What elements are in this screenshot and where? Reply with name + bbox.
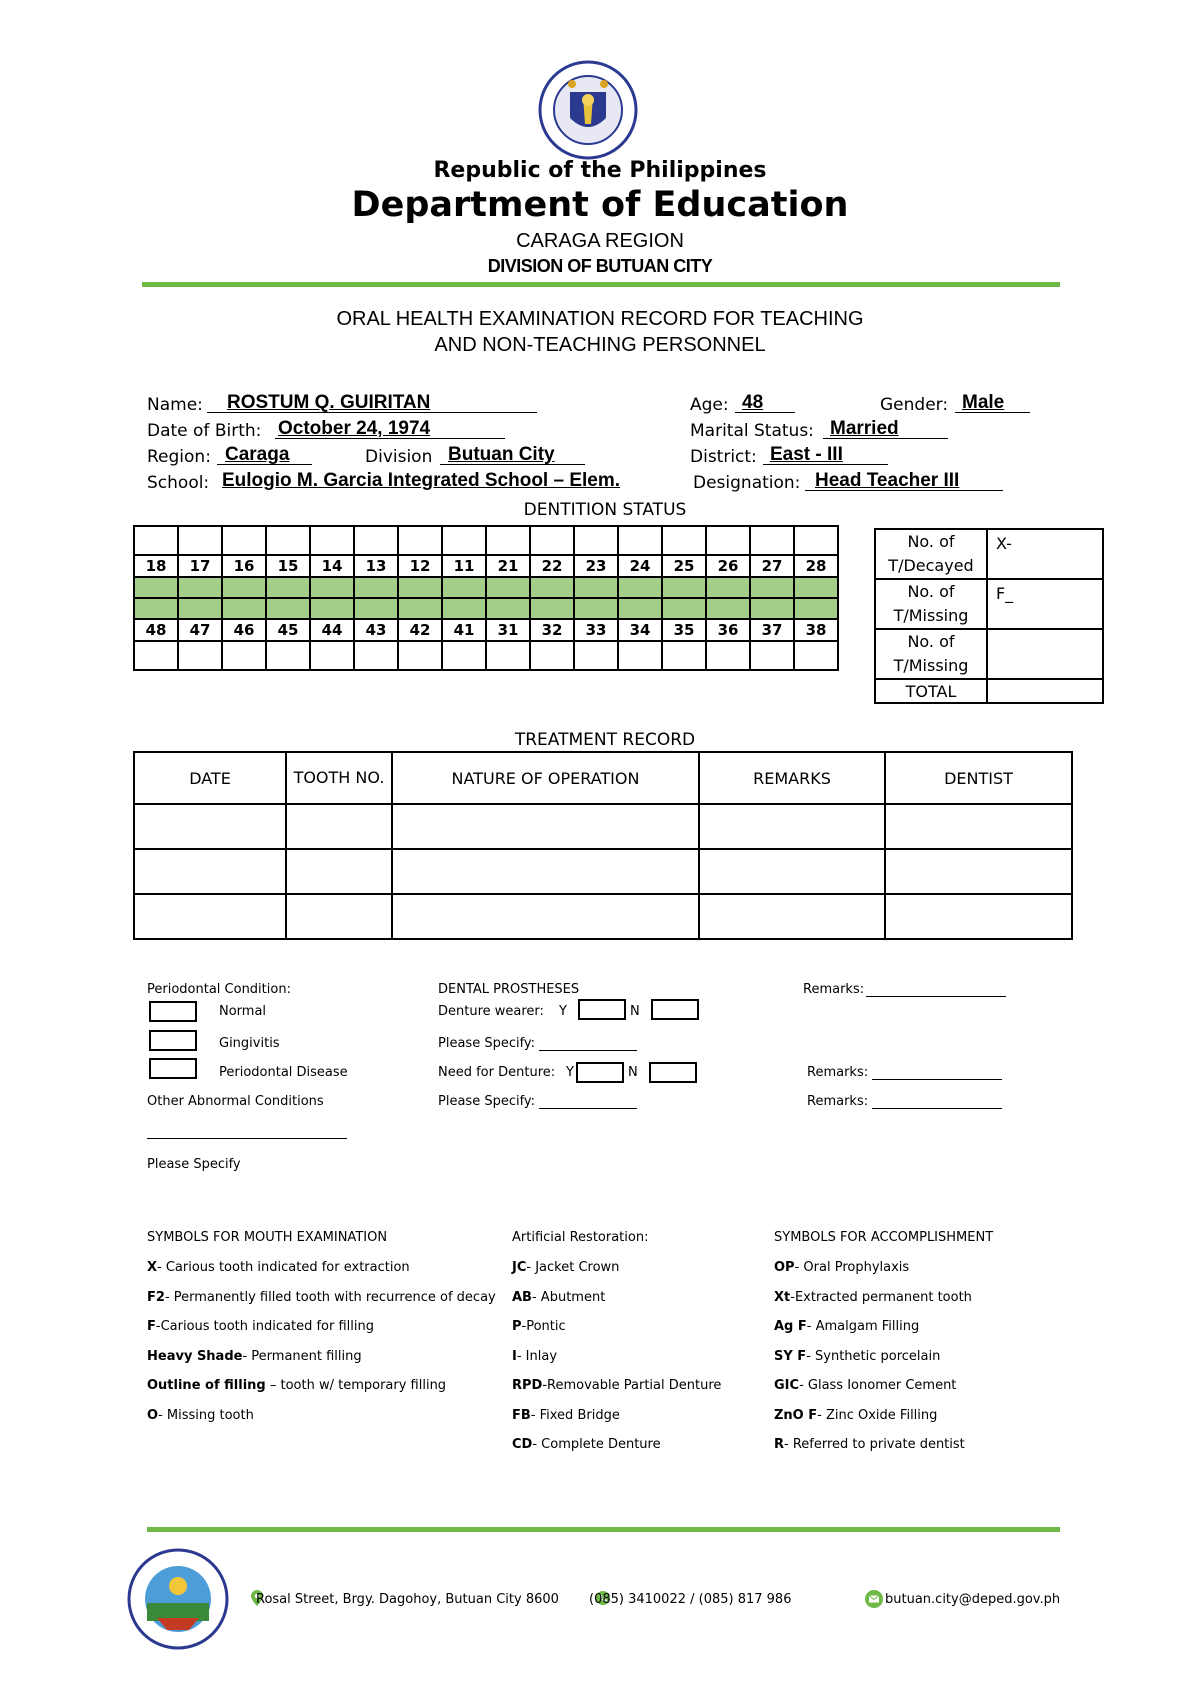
treatment-record-table	[133, 751, 1073, 940]
symbol-text: -Carious tooth indicated for filling	[155, 1319, 374, 1334]
tooth-number: 33	[574, 619, 618, 641]
tooth-cell[interactable]	[574, 641, 618, 670]
lower-surface-row	[134, 641, 838, 670]
lower-teeth-number-row	[134, 619, 838, 641]
symbol-key: R	[774, 1437, 785, 1452]
cell-dentist[interactable]	[885, 894, 1072, 939]
tooth-cell[interactable]	[222, 577, 266, 598]
gender-value[interactable]: Male	[962, 392, 1005, 413]
region-value[interactable]: Caraga	[225, 444, 290, 465]
tooth-number: 47	[178, 619, 222, 641]
summary-value-cell[interactable]	[987, 529, 1103, 579]
dental-prostheses-title: DENTAL PROSTHESES	[438, 982, 580, 997]
symbol-item	[147, 1290, 517, 1320]
denture-wearer-n: N	[630, 1004, 640, 1019]
tooth-number: 44	[310, 619, 354, 641]
tooth-cell[interactable]	[398, 641, 442, 670]
cell-tooth-no[interactable]	[286, 849, 392, 894]
cell-date[interactable]	[134, 804, 286, 849]
tooth-cell[interactable]	[442, 641, 486, 670]
deped-seal-logo	[538, 60, 638, 160]
please-specify-1-label: Please Specify:	[438, 1036, 536, 1051]
symbol-text: – tooth w/ temporary filling	[265, 1378, 447, 1393]
symbol-text: - Oral Prophylaxis	[794, 1260, 910, 1275]
school-value[interactable]: Eulogio M. Garcia Integrated School – Elem.	[222, 470, 621, 491]
tooth-cell[interactable]	[222, 598, 266, 619]
tooth-cell[interactable]	[530, 641, 574, 670]
remarks-1-line[interactable]	[866, 996, 1006, 997]
tooth-number: 14	[310, 555, 354, 577]
age-value[interactable]: 48	[742, 392, 764, 413]
tooth-number: 27	[750, 555, 794, 577]
symbol-item	[147, 1260, 517, 1290]
summary-total-label: TOTAL	[875, 679, 987, 703]
symbol-key: F2	[147, 1289, 165, 1305]
summary-value: F_	[996, 584, 1014, 603]
artificial-restoration-list	[512, 1260, 752, 1467]
col-tooth-no: TOOTH NO.	[286, 752, 392, 804]
dentition-summary-table	[874, 528, 1104, 704]
tooth-cell[interactable]	[134, 598, 178, 619]
summary-label-line2: T/Missing	[893, 606, 969, 625]
symbol-key: FB	[512, 1407, 531, 1423]
symbol-item	[512, 1408, 752, 1438]
cell-remarks[interactable]	[699, 894, 885, 939]
symbol-item	[147, 1408, 517, 1438]
marital-value[interactable]: Married	[830, 418, 899, 439]
district-label: District:	[690, 447, 757, 467]
tooth-cell[interactable]	[442, 598, 486, 619]
symbol-text: - Referred to private dentist	[784, 1437, 965, 1452]
col-nature-of-operation: NATURE OF OPERATION	[392, 752, 699, 804]
footer-address: Rosal Street, Brgy. Dagohoy, Butuan City 8600	[256, 1592, 559, 1607]
summary-label-line1: No. of	[907, 532, 955, 551]
division-heading: DIVISION OF BUTUAN CITY	[487, 256, 713, 276]
symbol-text: -Removable Partial Denture	[542, 1378, 722, 1393]
tooth-cell[interactable]	[222, 641, 266, 670]
need-denture-label: Need for Denture:	[438, 1065, 556, 1080]
tooth-cell[interactable]	[266, 577, 310, 598]
dob-value[interactable]: October 24, 1974	[278, 418, 431, 439]
cell-nature[interactable]	[392, 804, 699, 849]
summary-row	[875, 629, 1103, 679]
cell-dentist[interactable]	[885, 804, 1072, 849]
summary-label	[875, 629, 987, 679]
email-icon	[865, 1590, 883, 1612]
symbol-item	[774, 1408, 1074, 1438]
symbol-key: GIC	[774, 1378, 800, 1393]
name-label: Name:	[147, 395, 203, 415]
upper-surface-row	[134, 526, 838, 555]
remarks-2-line[interactable]	[872, 1079, 1002, 1080]
symbol-key: JC	[512, 1260, 527, 1275]
symbol-item	[774, 1437, 1074, 1467]
tooth-cell[interactable]	[794, 641, 838, 670]
symbol-item	[147, 1349, 517, 1379]
lower-green-row	[134, 598, 838, 619]
cell-nature[interactable]	[392, 849, 699, 894]
tooth-cell[interactable]	[486, 641, 530, 670]
tooth-cell[interactable]	[398, 526, 442, 555]
tooth-number: 45	[266, 619, 310, 641]
tooth-cell[interactable]	[486, 598, 530, 619]
tooth-cell[interactable]	[574, 598, 618, 619]
tooth-number: 11	[442, 555, 486, 577]
normal-label: Normal	[219, 1004, 267, 1019]
please-specify-2-label: Please Specify:	[438, 1094, 536, 1109]
tooth-cell[interactable]	[662, 598, 706, 619]
need-denture-y: Y	[566, 1065, 574, 1080]
symbols-accomplishment-title: SYMBOLS FOR ACCOMPLISHMENT	[774, 1230, 994, 1245]
treatment-row	[134, 894, 1072, 939]
tooth-cell[interactable]	[266, 598, 310, 619]
denture-wearer-y: Y	[559, 1004, 567, 1019]
tooth-cell[interactable]	[618, 526, 662, 555]
symbol-key: Ag F	[774, 1319, 807, 1334]
col-date: DATE	[134, 752, 286, 804]
tooth-number: 31	[486, 619, 530, 641]
symbol-key: CD	[512, 1437, 533, 1452]
symbol-text: - Permanent filling	[242, 1348, 362, 1364]
division-label: Division	[365, 447, 433, 467]
treatment-row	[134, 849, 1072, 894]
designation-value[interactable]: Head Teacher III	[815, 470, 960, 491]
summary-label-line1: No. of	[907, 632, 955, 651]
gingivitis-checkbox[interactable]	[149, 1030, 197, 1051]
tooth-cell[interactable]	[794, 577, 838, 598]
tooth-number: 38	[794, 619, 838, 641]
denture-wearer-label: Denture wearer:	[438, 1004, 544, 1019]
periodontal-disease-label: Periodontal Disease	[219, 1065, 348, 1080]
remarks-3-label: Remarks:	[807, 1094, 869, 1109]
tooth-cell[interactable]	[310, 598, 354, 619]
tooth-cell[interactable]	[310, 577, 354, 598]
symbol-key: Outline of filling	[147, 1378, 266, 1393]
symbol-key: O	[147, 1407, 159, 1423]
symbol-text: - Glass Ionomer Cement	[799, 1378, 957, 1393]
tooth-cell[interactable]	[134, 641, 178, 670]
tooth-number: 41	[442, 619, 486, 641]
tooth-cell[interactable]	[398, 598, 442, 619]
region-heading: CARAGA REGION	[516, 230, 684, 252]
name-value[interactable]: ROSTUM Q. GUIRITAN	[227, 392, 431, 413]
symbols-accomplishment-list	[774, 1260, 1074, 1467]
tooth-number: 36	[706, 619, 750, 641]
tooth-number: 32	[530, 619, 574, 641]
header-divider	[142, 282, 1060, 287]
denture-wearer-n-box[interactable]	[651, 999, 699, 1020]
col-dentist: DENTIST	[885, 752, 1072, 804]
symbol-key: Xt	[774, 1289, 791, 1305]
summary-label-line1: No. of	[907, 582, 955, 601]
tooth-cell[interactable]	[794, 526, 838, 555]
tooth-number: 12	[398, 555, 442, 577]
region-label: Region:	[147, 447, 211, 467]
tooth-cell[interactable]	[618, 598, 662, 619]
symbol-item	[774, 1260, 1074, 1290]
tooth-cell[interactable]	[310, 641, 354, 670]
symbol-key: RPD	[512, 1378, 543, 1393]
tooth-cell[interactable]	[706, 526, 750, 555]
tooth-cell[interactable]	[398, 577, 442, 598]
tooth-cell[interactable]	[662, 577, 706, 598]
tooth-number: 21	[486, 555, 530, 577]
designation-label: Designation:	[693, 473, 801, 493]
summary-label-line2: T/Decayed	[888, 556, 974, 575]
summary-row	[875, 579, 1103, 629]
tooth-number: 46	[222, 619, 266, 641]
symbol-text: - Carious tooth indicated for extraction	[157, 1260, 410, 1275]
tooth-cell[interactable]	[486, 577, 530, 598]
tooth-cell[interactable]	[618, 641, 662, 670]
summary-row	[875, 529, 1103, 579]
denture-wearer-y-box[interactable]	[578, 999, 626, 1020]
tooth-number: 26	[706, 555, 750, 577]
tooth-cell[interactable]	[706, 577, 750, 598]
tooth-cell[interactable]	[794, 598, 838, 619]
symbol-text: - Abutment	[531, 1289, 606, 1305]
symbol-key: SY F	[774, 1348, 807, 1364]
district-value[interactable]: East - III	[770, 444, 843, 465]
tooth-cell[interactable]	[442, 577, 486, 598]
footer-phone: (085) 3410022 / (085) 817 986	[589, 1592, 792, 1607]
tooth-cell[interactable]	[750, 598, 794, 619]
artificial-restoration-title: Artificial Restoration:	[512, 1230, 649, 1245]
tooth-number: 22	[530, 555, 574, 577]
symbol-item	[774, 1319, 1074, 1349]
tooth-number: 43	[354, 619, 398, 641]
tooth-cell[interactable]	[750, 526, 794, 555]
tooth-cell[interactable]	[178, 526, 222, 555]
need-denture-y-box[interactable]	[576, 1062, 624, 1083]
other-abnormal-label: Other Abnormal Conditions	[147, 1094, 324, 1109]
symbols-exam-title: SYMBOLS FOR MOUTH EXAMINATION	[147, 1230, 388, 1245]
tooth-cell[interactable]	[134, 526, 178, 555]
symbol-item	[512, 1378, 752, 1408]
age-label: Age:	[690, 395, 729, 415]
dentition-chart	[133, 525, 839, 671]
tooth-cell[interactable]	[310, 526, 354, 555]
symbol-item	[774, 1378, 1074, 1408]
tooth-cell[interactable]	[706, 598, 750, 619]
tooth-cell[interactable]	[354, 526, 398, 555]
cell-dentist[interactable]	[885, 849, 1072, 894]
please-specify-label: Please Specify	[147, 1157, 241, 1172]
tooth-cell[interactable]	[706, 641, 750, 670]
symbol-item	[512, 1319, 752, 1349]
division-seal-logo	[127, 1548, 229, 1650]
form-title-line2: AND NON-TEACHING PERSONNEL	[434, 334, 766, 356]
tooth-number: 42	[398, 619, 442, 641]
symbol-text: - Synthetic porcelain	[806, 1348, 941, 1364]
department-heading: Department of Education	[351, 185, 849, 225]
tooth-number: 48	[134, 619, 178, 641]
symbol-key: OP	[774, 1260, 795, 1275]
symbol-text: - Inlay	[516, 1348, 558, 1364]
need-denture-n: N	[628, 1065, 638, 1080]
symbol-item	[774, 1349, 1074, 1379]
tooth-cell[interactable]	[266, 641, 310, 670]
tooth-cell[interactable]	[486, 526, 530, 555]
tooth-cell[interactable]	[178, 598, 222, 619]
tooth-number: 23	[574, 555, 618, 577]
periodontal-disease-checkbox[interactable]	[149, 1058, 197, 1079]
normal-checkbox[interactable]	[149, 1001, 197, 1022]
tooth-cell[interactable]	[530, 598, 574, 619]
cell-date[interactable]	[134, 894, 286, 939]
summary-label	[875, 529, 987, 579]
upper-teeth-number-row	[134, 555, 838, 577]
cell-remarks[interactable]	[699, 804, 885, 849]
footer-email[interactable]: butuan.city@deped.gov.ph	[885, 1592, 1061, 1607]
symbol-item	[512, 1349, 752, 1379]
republic-heading: Republic of the Philippines	[433, 158, 767, 183]
tooth-cell[interactable]	[574, 526, 618, 555]
symbol-key: AB	[512, 1289, 532, 1305]
tooth-cell[interactable]	[442, 526, 486, 555]
symbol-key: Heavy Shade	[147, 1348, 243, 1364]
symbol-key: F	[147, 1319, 156, 1334]
other-abnormal-line[interactable]	[147, 1138, 347, 1139]
please-specify-2-line[interactable]	[539, 1108, 637, 1109]
symbol-item	[512, 1290, 752, 1320]
tooth-cell[interactable]	[574, 577, 618, 598]
summary-label	[875, 579, 987, 629]
symbol-text: -Extracted permanent tooth	[790, 1289, 972, 1305]
symbol-text: - Amalgam Filling	[806, 1319, 920, 1334]
please-specify-1-line[interactable]	[539, 1050, 637, 1051]
tooth-number: 24	[618, 555, 662, 577]
summary-value-cell[interactable]	[987, 629, 1103, 679]
symbol-text: - Permanently filled tooth with recurrence of decay	[164, 1289, 496, 1305]
tooth-cell[interactable]	[618, 577, 662, 598]
summary-value: X-	[996, 534, 1012, 553]
school-label: School:	[147, 473, 210, 493]
tooth-cell[interactable]	[530, 577, 574, 598]
symbol-text: - Jacket Crown	[526, 1260, 620, 1275]
tooth-number: 25	[662, 555, 706, 577]
tooth-number: 18	[134, 555, 178, 577]
tooth-cell[interactable]	[750, 577, 794, 598]
symbol-item	[512, 1437, 752, 1467]
tooth-number: 37	[750, 619, 794, 641]
dob-label: Date of Birth:	[147, 421, 262, 441]
symbol-key: X	[147, 1260, 158, 1275]
symbol-text: - Complete Denture	[532, 1437, 661, 1452]
symbol-text: -Pontic	[521, 1319, 566, 1334]
footer-divider	[147, 1527, 1060, 1532]
remarks-2-label: Remarks:	[807, 1065, 869, 1080]
symbol-item	[512, 1260, 752, 1290]
cell-remarks[interactable]	[699, 849, 885, 894]
tooth-number: 17	[178, 555, 222, 577]
division-value[interactable]: Butuan City	[448, 444, 555, 465]
tooth-cell[interactable]	[354, 577, 398, 598]
tooth-number: 15	[266, 555, 310, 577]
summary-total-value-cell[interactable]	[987, 679, 1103, 703]
cell-nature[interactable]	[392, 894, 699, 939]
treatment-header-row	[134, 752, 1072, 804]
tooth-cell[interactable]	[530, 526, 574, 555]
tooth-number: 16	[222, 555, 266, 577]
symbol-item	[147, 1378, 517, 1408]
cell-date[interactable]	[134, 849, 286, 894]
summary-value-cell[interactable]	[987, 579, 1103, 629]
tooth-cell[interactable]	[750, 641, 794, 670]
treatment-row	[134, 804, 1072, 849]
periodontal-title: Periodontal Condition:	[147, 982, 291, 997]
col-remarks: REMARKS	[699, 752, 885, 804]
gender-label: Gender:	[880, 395, 949, 415]
tooth-number: 28	[794, 555, 838, 577]
upper-green-row	[134, 577, 838, 598]
symbol-text: - Fixed Bridge	[530, 1407, 620, 1423]
tooth-number: 13	[354, 555, 398, 577]
symbol-text: - Missing tooth	[158, 1407, 254, 1423]
cell-tooth-no[interactable]	[286, 894, 392, 939]
tooth-cell[interactable]	[662, 526, 706, 555]
marital-label: Marital Status:	[690, 421, 814, 441]
tooth-cell[interactable]	[662, 641, 706, 670]
tooth-number: 34	[618, 619, 662, 641]
symbol-key: ZnO F	[774, 1407, 818, 1423]
tooth-cell[interactable]	[354, 598, 398, 619]
tooth-cell[interactable]	[222, 526, 266, 555]
dentition-status-title: DENTITION STATUS	[523, 500, 687, 520]
treatment-record-title: TREATMENT RECORD	[514, 730, 696, 750]
symbol-key: I	[512, 1348, 517, 1364]
tooth-cell[interactable]	[134, 577, 178, 598]
cell-tooth-no[interactable]	[286, 804, 392, 849]
tooth-cell[interactable]	[266, 526, 310, 555]
gingivitis-label: Gingivitis	[219, 1036, 280, 1051]
summary-label-line2: T/Missing	[893, 656, 969, 675]
remarks-1-label: Remarks:	[803, 982, 865, 997]
symbols-exam-list	[147, 1260, 517, 1437]
remarks-3-line[interactable]	[872, 1108, 1002, 1109]
summary-total-row	[875, 679, 1103, 703]
symbol-key: P	[512, 1319, 522, 1334]
tooth-cell[interactable]	[178, 577, 222, 598]
form-title-line1: ORAL HEALTH EXAMINATION RECORD FOR TEACHING	[336, 308, 864, 330]
symbol-item	[774, 1290, 1074, 1320]
tooth-number: 35	[662, 619, 706, 641]
need-denture-n-box[interactable]	[649, 1062, 697, 1083]
tooth-cell[interactable]	[178, 641, 222, 670]
symbol-text: - Zinc Oxide Filling	[817, 1407, 938, 1423]
symbol-item	[147, 1319, 517, 1349]
tooth-cell[interactable]	[354, 641, 398, 670]
